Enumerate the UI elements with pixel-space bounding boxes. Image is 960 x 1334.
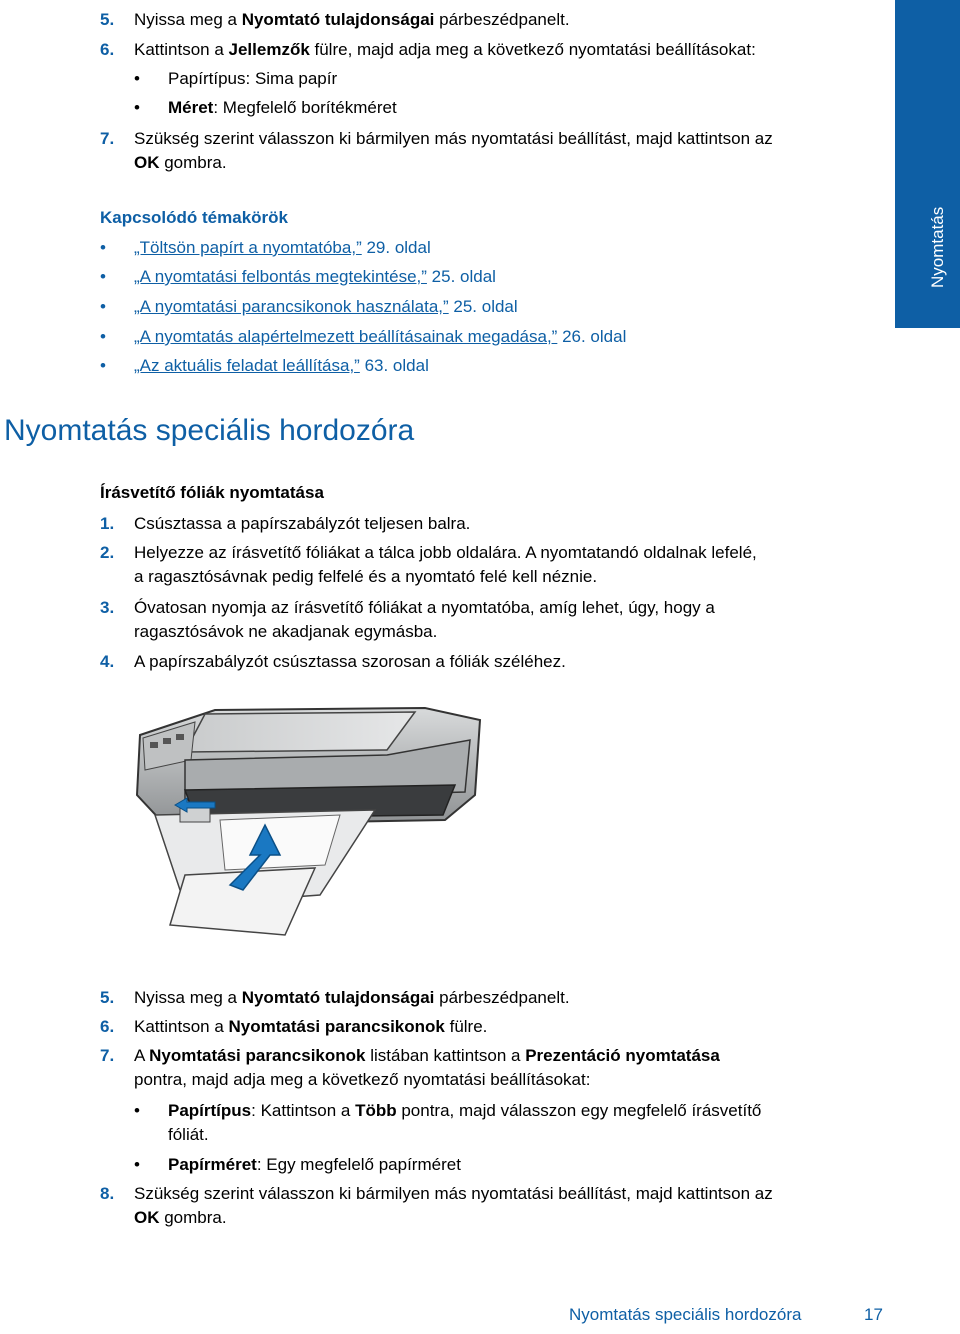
bullet-dot: • [134, 69, 140, 88]
related-page: 63. oldal [359, 356, 429, 375]
step-text: Szükség szerint válasszon ki bármilyen más nyomtatási beállítást, majd kattintson az [134, 1184, 773, 1203]
bullet-label: Méret [168, 98, 214, 117]
step-bold: Nyomtató tulajdonságai [241, 988, 435, 1007]
step-text: Kattintson a [134, 40, 229, 59]
related-page: 25. oldal [426, 267, 496, 286]
step-text: Szükség szerint válasszon ki bármilyen más nyomtatási beállítást, majd kattintson az [134, 129, 773, 148]
related-page: 26. oldal [557, 327, 627, 346]
step-text: Óvatosan nyomja az írásvetítő fóliákat a nyomtatóba, amíg lehet, úgy, hogy a [134, 598, 715, 617]
step-number: 8. [100, 1184, 115, 1203]
step-text: listában kattintson a [365, 1046, 526, 1065]
step-bold: Prezentáció nyomtatása [525, 1046, 720, 1065]
bullet-value: : Sima papír [245, 69, 338, 88]
step-bold: Nyomtatási parancsikonok [149, 1046, 366, 1065]
step-text: párbeszédpanelt. [434, 10, 570, 29]
step-text: a ragasztósávnak pedig felfelé és a nyomtató felé kell néznie. [134, 567, 598, 586]
bullet-label: Papírtípus [168, 69, 246, 88]
step-text: Nyissa meg a [134, 10, 242, 29]
step-number: 6. [100, 40, 115, 59]
step-text: fülre, majd adja meg a következő nyomtatási beállításokat: [309, 40, 756, 59]
bullet-text: pontra, majd válasszon egy megfelelő írásvetítő [396, 1101, 762, 1120]
related-link[interactable]: „A nyomtatás alapértelmezett beállításainak megadása,” [134, 327, 558, 346]
step-text: gombra. [159, 153, 227, 172]
bullet-dot: • [100, 238, 106, 257]
step-text: fülre. [444, 1017, 488, 1036]
footer-title: Nyomtatás speciális hordozóra [569, 1305, 802, 1324]
related-page: 29. oldal [361, 238, 431, 257]
bullet-dot: • [100, 297, 106, 316]
related-link[interactable]: „A nyomtatási parancsikonok használata,” [134, 297, 449, 316]
bullet-dot: • [100, 267, 106, 286]
step-text: Nyissa meg a [134, 988, 242, 1007]
bullet-value: : Megfelelő borítékméret [213, 98, 397, 117]
step-bold: OK [134, 153, 160, 172]
subsection-title: Írásvetítő fóliák nyomtatása [100, 483, 324, 502]
side-tab [895, 0, 960, 328]
step-number: 3. [100, 598, 115, 617]
bullet-text: fóliát. [168, 1125, 209, 1144]
section-title: Nyomtatás speciális hordozóra [4, 414, 415, 447]
step-number: 2. [100, 543, 115, 562]
related-page: 25. oldal [448, 297, 518, 316]
step-number: 4. [100, 652, 115, 671]
bullet-dot: • [100, 327, 106, 346]
bullet-text: : Kattintson a [251, 1101, 356, 1120]
related-link[interactable]: „Az aktuális feladat leállítása,” [134, 356, 360, 375]
step-text: gombra. [159, 1208, 227, 1227]
step-bold: Nyomtatási parancsikonok [228, 1017, 445, 1036]
page-number: 17 [864, 1305, 883, 1324]
bullet-bold: Több [355, 1101, 397, 1120]
related-title: Kapcsolódó témakörök [100, 208, 288, 227]
bullet-label: Papírtípus [168, 1101, 252, 1120]
step-number: 5. [100, 10, 115, 29]
step-text: Csúsztassa a papírszabályzót teljesen balra. [134, 514, 471, 533]
step-text: párbeszédpanelt. [434, 988, 570, 1007]
step-number: 1. [100, 514, 115, 533]
step-number: 6. [100, 1017, 115, 1036]
side-tab-label: Nyomtatás [927, 206, 947, 288]
related-link[interactable]: „Töltsön papírt a nyomtatóba,” [134, 238, 362, 257]
bullet-label: Papírméret [168, 1155, 257, 1174]
step-text: pontra, majd adja meg a következő nyomtatási beállításokat: [134, 1070, 591, 1089]
step-text: A [134, 1046, 150, 1065]
bullet-dot: • [100, 356, 106, 375]
step-text: Helyezze az írásvetítő fóliákat a tálca jobb oldalára. A nyomtatandó oldalnak lefelé, [134, 543, 757, 562]
step-bold: Nyomtató tulajdonságai [241, 10, 435, 29]
bullet-dot: • [134, 1155, 140, 1174]
step-text: A papírszabályzót csúsztassa szorosan a fóliák széléhez. [134, 652, 566, 671]
printer-illustration [125, 700, 625, 950]
bullet-dot: • [134, 98, 140, 117]
step-number: 7. [100, 129, 115, 148]
step-text: Kattintson a [134, 1017, 229, 1036]
related-link[interactable]: „A nyomtatási felbontás megtekintése,” [134, 267, 427, 286]
step-text: ragasztósávok ne akadjanak egymásba. [134, 622, 438, 641]
bullet-text: : Egy megfelelő papírméret [256, 1155, 461, 1174]
step-number: 5. [100, 988, 115, 1007]
step-bold: OK [134, 1208, 160, 1227]
step-number: 7. [100, 1046, 115, 1065]
step-bold: Jellemzők [228, 40, 310, 59]
bullet-dot: • [134, 1101, 140, 1120]
